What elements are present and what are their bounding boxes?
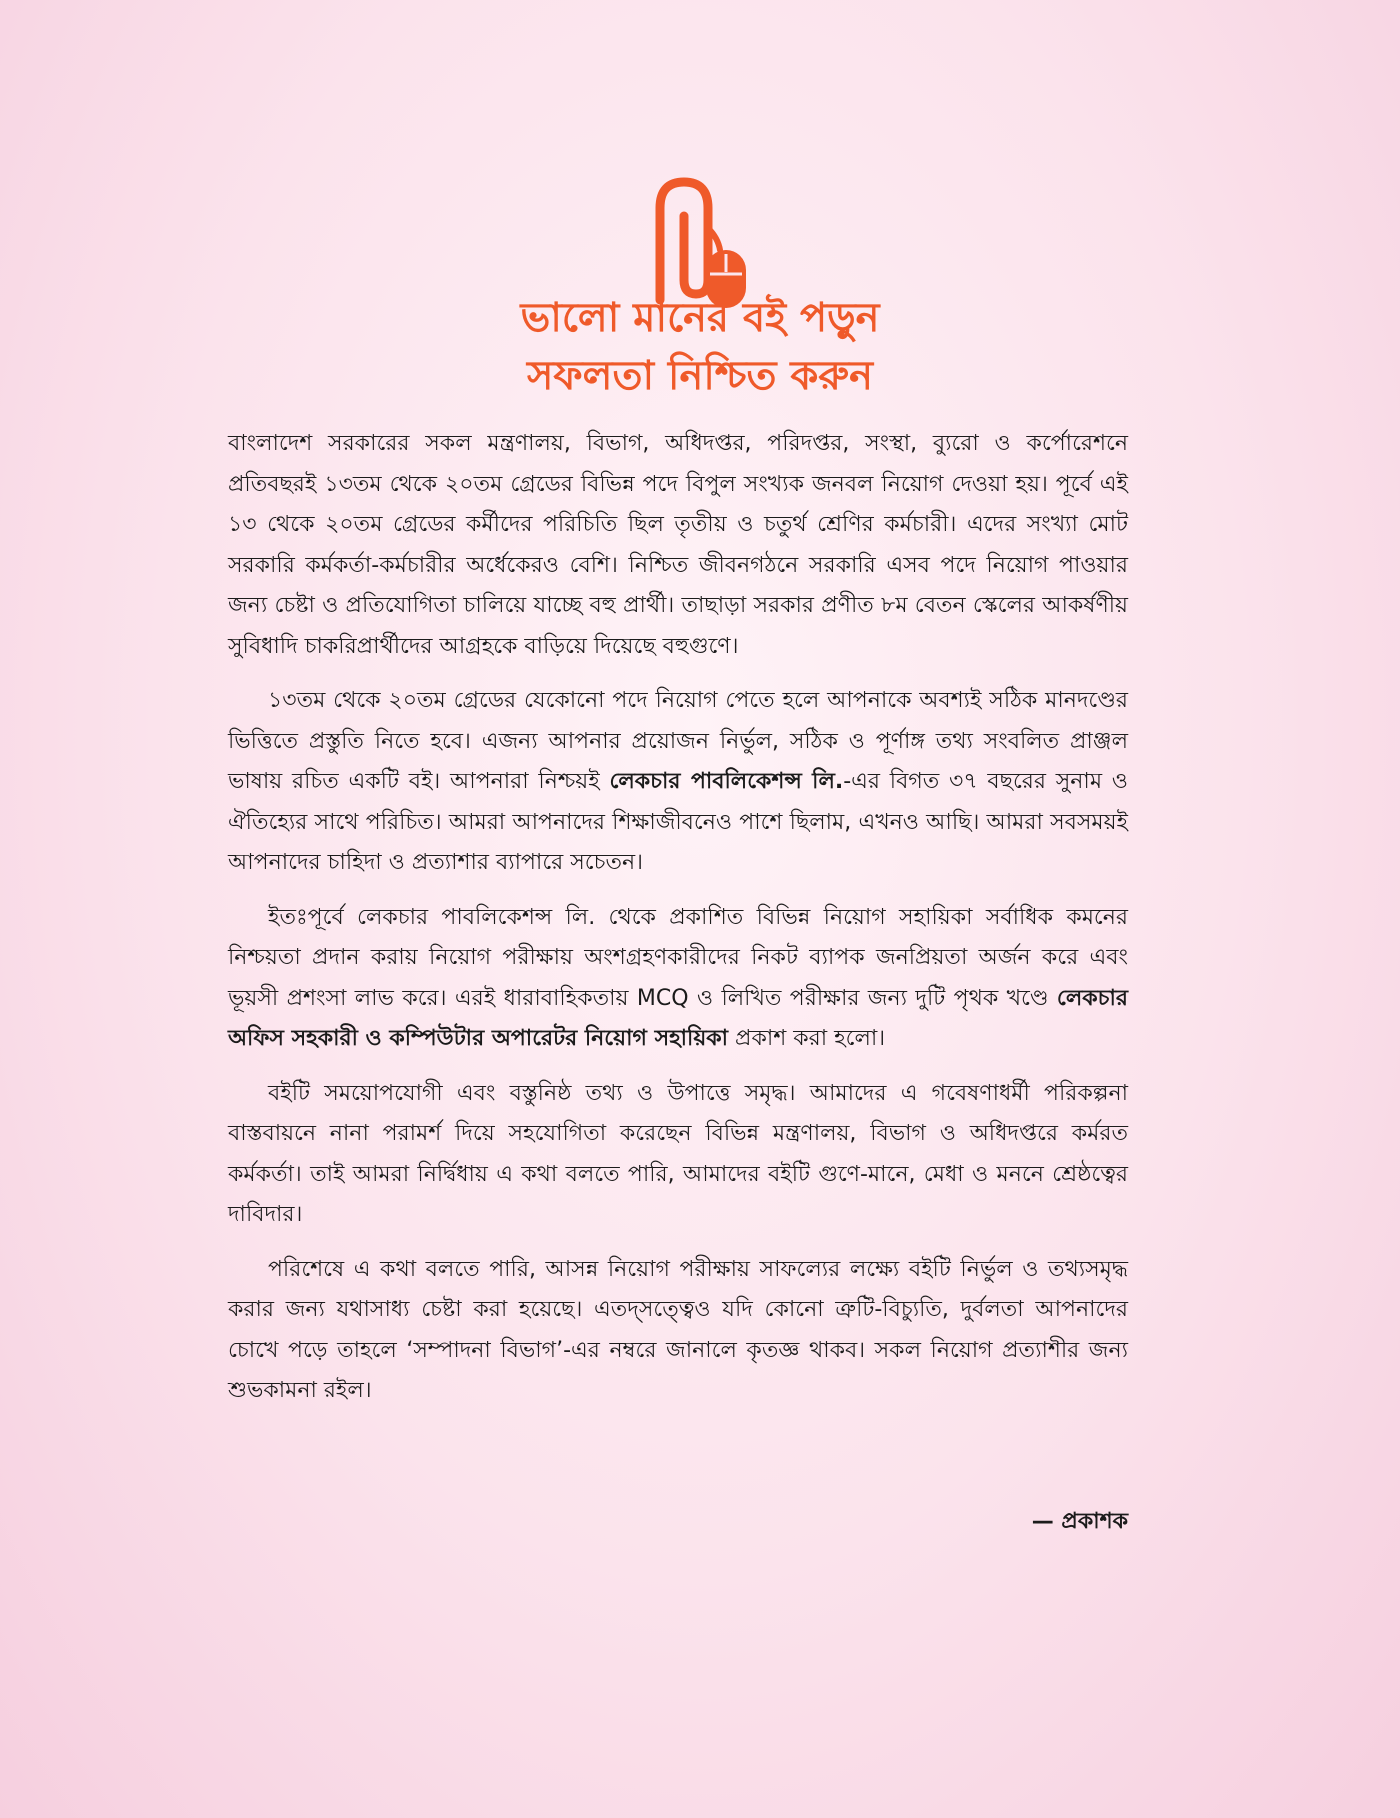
signature: — প্রকাশক	[1031, 1509, 1128, 1534]
paragraph-2	[228, 681, 1128, 884]
paragraph-3	[228, 898, 1128, 1060]
book-title: লেকচার অফিস সহকারী ও কম্পিউটার অপারেটর নিয়োগ সহায়িকা	[228, 985, 1128, 1051]
publisher-name: লেকচার পাবলিকেশন্স লি.	[609, 769, 844, 794]
slogan-line-2: সফলতা নিশ্চিত করুন	[527, 353, 873, 399]
preface-body	[228, 424, 1128, 1426]
paragraph-2-text-a: ১৩তম থেকে ২০তম গ্রেডের যেকোনো পদে নিয়োগ পেতে হলে আপনাকে অবশ্যই সঠিক মানদণ্ডের ভিত্তিতে প্রস্তুতি নিতে হবে। এজন্য আপনার প্রয়োজন নির্ভুল, সঠিক ও পূর্ণাঙ্গ তথ্য সংবলিত প্রাঞ্জল ভাষায় রচিত একটি বই। আপনারা নিশ্চয়ই	[228, 688, 1128, 794]
paragraph-3-text-b: প্রকাশ করা হলো।	[728, 1026, 886, 1051]
paragraph-5: পরিশেষে এ কথা বলতে পারি, আসন্ন নিয়োগ পরীক্ষায় সাফল্যের লক্ষ্যে বইটি নির্ভুল ও তথ্যসমৃদ্ধ করার জন্য যথাসাধ্য চেষ্টা করা হয়েছে। এতদ্সত্ত্বেও যদি কোনো ত্রুটি-বিচ্যুতি, দুর্বলতা আপনাদের চোখে পড়ে তাহলে ‘সম্পাদনা বিভাগ’-এর নম্বরে জানালে কৃতজ্ঞ থাকব। সকল নিয়োগ প্রত্যাশীর জন্য শুভকামনা রইল।	[228, 1256, 1128, 1403]
paragraph-2-text-b: -এর বিগত ৩৭ বছরের সুনাম ও ঐতিহ্যের সাথে পরিচিত। আমরা আপনাদের শিক্ষাজীবনেও পাশে ছিলাম, এখনও আছি। আমরা সবসময়ই আপনাদের চাহিদা ও প্রত্যাশার ব্যাপারে সচেতন।	[228, 769, 1128, 875]
slogan-line-1: ভালো মানের বই পড়ুন	[520, 295, 880, 341]
paragraph-1: বাংলাদেশ সরকারের সকল মন্ত্রণালয়, বিভাগ, অধিদপ্তর, পরিদপ্তর, সংস্থা, ব্যুরো ও কর্পোরেশনে প্রতিবছরই ১৩তম থেকে ২০তম গ্রেডের বিভিন্ন পদে বিপুল সংখ্যক জনবল নিয়োগ দেওয়া হয়। পূর্বে এই ১৩ থেকে ২০তম গ্রেডের কর্মীদের পরিচিতি ছিল তৃতীয় ও চতুর্থ শ্রেণির কর্মচারী। এদের সংখ্যা মোট সরকারি কর্মকর্তা-কর্মচারীর অর্ধেকেরও বেশি। নিশ্চিত জীবনগঠনে সরকারি এসব পদে নিয়োগ পাওয়ার জন্য চেষ্টা ও প্রতিযোগিতা চালিয়ে যাচ্ছে বহু প্রার্থী। তাছাড়া সরকার প্রণীত ৮ম বেতন স্কেলের আকর্ষণীয় সুবিধাদি চাকরিপ্রার্থীদের আগ্রহকে বাড়িয়ে দিয়েছে বহুগুণে।	[228, 431, 1128, 659]
paragraph-4: বইটি সময়োপযোগী এবং বস্তুনিষ্ঠ তথ্য ও উপাত্তে সমৃদ্ধ। আমাদের এ গবেষণাধর্মী পরিকল্পনা বাস্তবায়নে নানা পরামর্শ দিয়ে সহযোগিতা করেছেন বিভিন্ন মন্ত্রণালয়, বিভাগ ও অধিদপ্তরে কর্মরত কর্মকর্তা। তাই আমরা নির্দ্বিধায় এ কথা বলতে পারি, আমাদের বইটি গুণে-মানে, মেধা ও মননে শ্রেষ্ঠত্বের দাবিদার।	[228, 1080, 1128, 1227]
paragraph-3-text-a: ইতঃপূর্বে লেকচার পাবলিকেশন্স লি. থেকে প্রকাশিত বিভিন্ন নিয়োগ সহায়িকা সর্বাধিক কমনের নিশ্চয়তা প্রদান করায় নিয়োগ পরীক্ষায় অংশগ্রহণকারীদের নিকট ব্যাপক জনপ্রিয়তা অর্জন করে এবং ভূয়সী প্রশংসা লাভ করে। এরই ধারাবাহিকতায় MCQ ও লিখিত পরীক্ষার জন্য দুটি পৃথক খণ্ডে	[228, 904, 1128, 1011]
